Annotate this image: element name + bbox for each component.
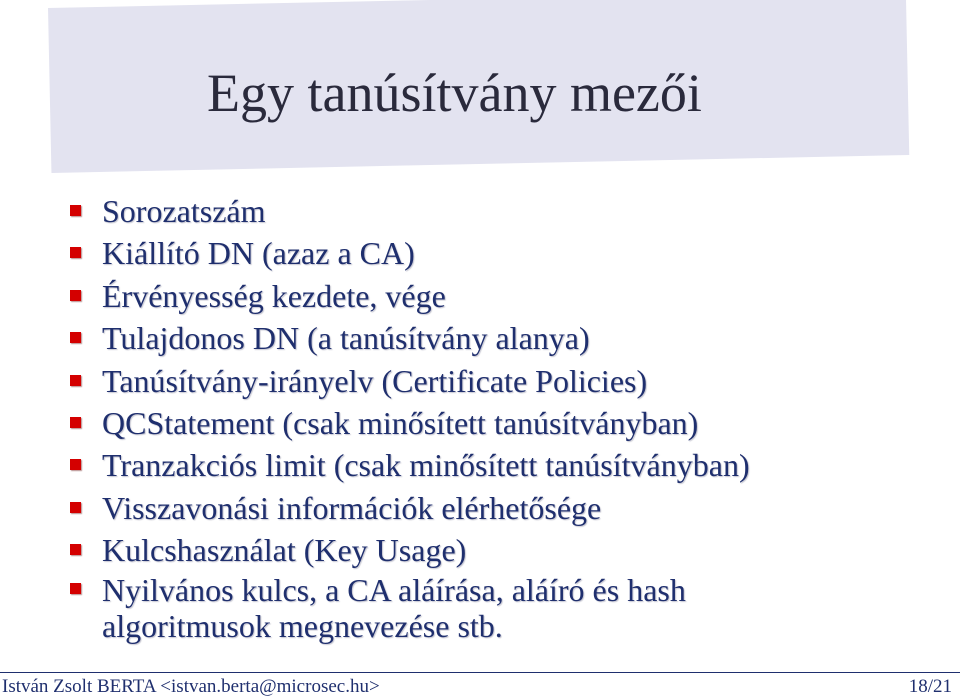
square-bullet-icon <box>70 247 81 258</box>
square-bullet-icon <box>70 459 81 470</box>
bullet-text: Nyilvános kulcs, a CA aláírása, aláíró és hash algoritmusok megnevezése stb. <box>102 571 686 644</box>
bullet-item <box>70 444 930 486</box>
bullet-text: Tulajdonos DN (a tanúsítvány alanya) <box>102 320 590 357</box>
square-bullet-icon <box>70 583 81 594</box>
bullet-text: Kulcshasználat (Key Usage) <box>102 532 467 569</box>
square-bullet-icon <box>70 417 81 428</box>
bullet-text: Tanúsítvány-irányelv (Certificate Policies) <box>102 362 648 399</box>
footer-divider <box>0 672 960 673</box>
bullet-text: Tranzakciós limit (csak minősített tanúsítványban) <box>102 447 750 484</box>
bullet-item <box>70 529 930 571</box>
bullet-text: QCStatement (csak minősített tanúsítványban) <box>102 405 699 442</box>
square-bullet-icon <box>70 502 81 513</box>
bullet-item <box>70 317 930 359</box>
square-bullet-icon <box>70 332 81 343</box>
square-bullet-icon <box>70 375 81 386</box>
bullet-text: Kiállító DN (azaz a CA) <box>102 235 415 272</box>
bullet-item <box>70 232 930 274</box>
square-bullet-icon <box>70 290 81 301</box>
bullet-item <box>70 190 930 232</box>
bullet-list <box>70 190 930 644</box>
bullet-text: Visszavonási információk elérhetősége <box>102 489 602 526</box>
bullet-text: Sorozatszám <box>102 193 266 229</box>
bullet-item <box>70 275 930 317</box>
bullet-item <box>70 572 862 644</box>
bullet-text: Érvényesség kezdete, vége <box>102 277 446 314</box>
bullet-item <box>70 487 930 529</box>
bullet-item <box>70 360 930 402</box>
bullet-item <box>70 402 930 444</box>
square-bullet-icon <box>70 205 81 216</box>
footer-author: István Zsolt BERTA <istvan.berta@microsec.hu> <box>2 676 380 697</box>
page-number: 18/21 <box>908 676 952 697</box>
square-bullet-icon <box>70 544 81 555</box>
slide-title: Egy tanúsítvány mezői <box>207 63 702 123</box>
